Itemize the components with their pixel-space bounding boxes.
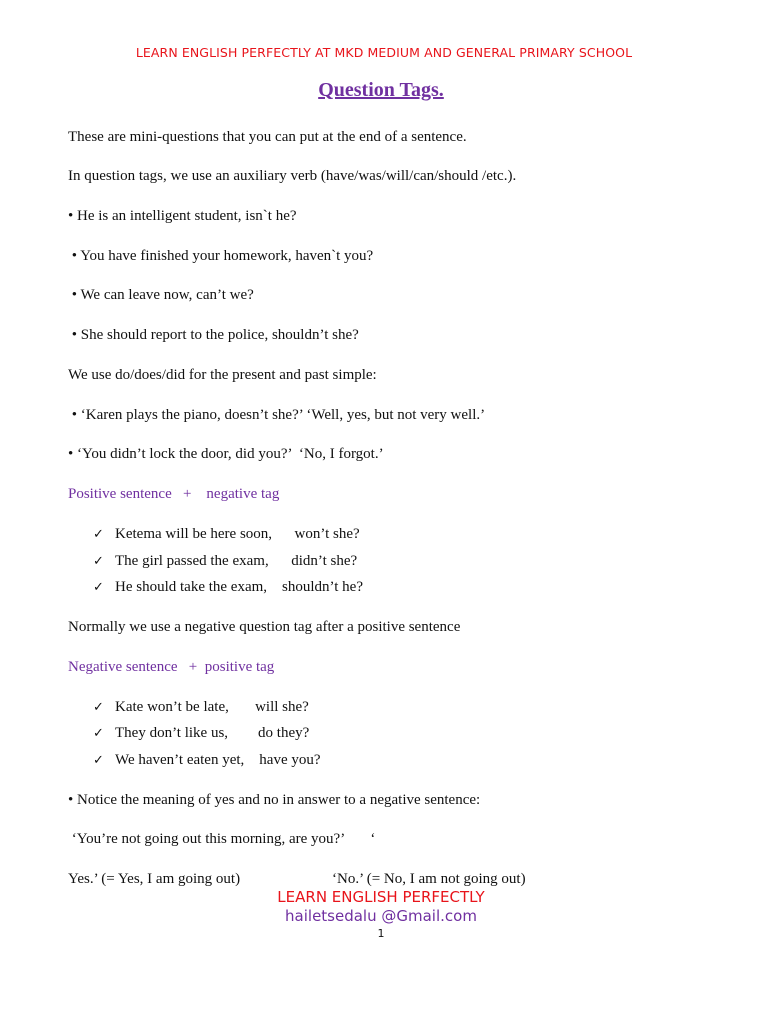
positive-item-3 xyxy=(93,577,363,598)
example-3: • We can leave now, can’t we? xyxy=(68,287,254,303)
negative-item-text: Kate won’t be late, will she? xyxy=(115,699,309,715)
check-icon: ✓ xyxy=(93,753,104,768)
negative-item-1 xyxy=(93,697,309,718)
check-icon: ✓ xyxy=(93,580,104,595)
negative-item-3 xyxy=(93,750,321,771)
answer-yes: Yes.’ (= Yes, I am going out) xyxy=(68,871,241,887)
do-example-1: • ‘Karen plays the piano, doesn’t she?’ ‘Well, yes, but not very well.’ xyxy=(68,407,486,423)
footer-email: hailetsedalu @Gmail.com xyxy=(285,907,477,925)
page-header: LEARN ENGLISH PERFECTLY AT MKD MEDIUM AND GENERAL PRIMARY SCHOOL xyxy=(135,45,633,60)
intro-line-2: In question tags, we use an auxiliary verb (have/was/will/can/should /etc.). xyxy=(68,168,517,184)
intro-line-1: These are mini-questions that you can put at the end of a sentence. xyxy=(68,129,467,145)
negative-item-2 xyxy=(93,723,309,744)
positive-item-text: Ketema will be here soon, won’t she? xyxy=(115,526,360,542)
negative-heading: Negative sentence + positive tag xyxy=(68,659,275,675)
question-line: ‘You’re not going out this morning, are you?’ ‘ xyxy=(68,831,376,847)
answer-no: ‘No.’ (= No, I am not going out) xyxy=(332,871,526,887)
negative-item-text: They don’t like us, do they? xyxy=(115,725,310,741)
notice-line: • Notice the meaning of yes and no in answer to a negative sentence: xyxy=(68,792,481,808)
page-title: Question Tags. xyxy=(318,79,444,101)
check-icon: ✓ xyxy=(93,554,104,569)
normally-line: Normally we use a negative question tag after a positive sentence xyxy=(68,619,461,635)
example-2: • You have finished your homework, haven`t you? xyxy=(68,248,374,264)
example-4: • She should report to the police, shouldn’t she? xyxy=(68,327,359,343)
positive-heading: Positive sentence + negative tag xyxy=(68,486,280,502)
positive-item-2 xyxy=(93,551,357,572)
do-intro: We use do/does/did for the present and past simple: xyxy=(68,367,377,383)
check-icon: ✓ xyxy=(93,527,104,542)
do-example-2: • ‘You didn’t lock the door, did you?’ ‘No, I forgot.’ xyxy=(68,446,384,462)
footer-title: LEARN ENGLISH PERFECTLY xyxy=(277,888,485,906)
check-icon: ✓ xyxy=(93,726,104,741)
example-1: • He is an intelligent student, isn`t he? xyxy=(68,208,297,224)
positive-item-1 xyxy=(93,524,360,545)
page-number: 1 xyxy=(377,927,385,940)
positive-item-text: He should take the exam, shouldn’t he? xyxy=(115,579,363,595)
positive-item-text: The girl passed the exam, didn’t she? xyxy=(115,553,358,569)
check-icon: ✓ xyxy=(93,700,104,715)
negative-item-text: We haven’t eaten yet, have you? xyxy=(115,752,321,768)
